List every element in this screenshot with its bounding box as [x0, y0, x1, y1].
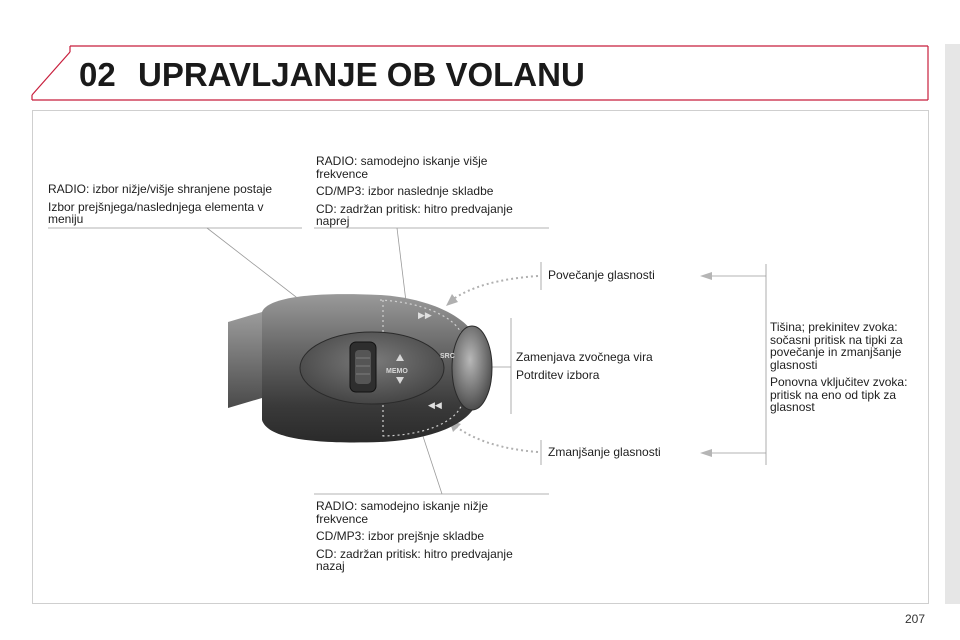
label-line: CD/MP3: izbor naslednje skladbe	[316, 184, 494, 198]
label-line: CD/MP3: izbor prejšnje skladbe	[316, 529, 485, 543]
stalk-mount	[228, 312, 262, 408]
label-line: RADIO: samodejno iskanje višje frekvence	[316, 154, 488, 181]
label-line: RADIO: izbor nižje/višje shranjene postaje	[48, 182, 273, 196]
label-line: CD: zadržan pritisk: hitro predvajanje nazaj	[316, 546, 513, 573]
chapter-title: UPRAVLJANJE OB VOLANU	[138, 56, 585, 93]
arrow-left-icon	[700, 272, 712, 280]
label-line: Zmanjšanje glasnosti	[548, 445, 661, 459]
volume-down-curve	[455, 426, 538, 452]
label-volume-up	[548, 269, 698, 287]
memo-label: MEMO	[386, 368, 408, 375]
label-top-left	[48, 183, 298, 231]
label-line: Ponovna vključitev zvoka: pritisk na eno od tipk za glasnost	[770, 375, 908, 414]
arrow-left-icon	[700, 449, 712, 457]
label-line: Potrditev izbora	[516, 367, 600, 382]
chapter-number: 02	[79, 56, 116, 93]
src-label: SRC	[440, 353, 455, 360]
label-source	[516, 351, 696, 386]
src-knob[interactable]	[452, 326, 492, 410]
label-line: CD: zadržan pritisk: hitro predvajanje naprej	[316, 201, 513, 228]
label-volume-down	[548, 446, 698, 464]
label-line: Tišina; prekinitev zvoka: sočasni pritisk na tipki za povečanje in zmanjšanje glasnosti	[770, 320, 903, 372]
label-mute	[770, 321, 922, 419]
next-track-icon: ▶▶	[418, 311, 432, 321]
prev-track-icon: ◀◀	[428, 401, 442, 411]
volume-up-curve	[452, 276, 538, 300]
page-number: 207	[905, 612, 926, 626]
label-line: RADIO: samodejno iskanje nižje frekvence	[316, 499, 489, 526]
arrow-icon	[446, 294, 458, 306]
label-top-center	[316, 155, 541, 233]
label-bottom-center	[316, 500, 541, 578]
label-line: Izbor prejšnjega/naslednjega elementa v meniju	[48, 199, 264, 226]
label-line: Povečanje glasnosti	[548, 268, 655, 282]
label-line: Zamenjava zvočnega vira	[516, 350, 653, 364]
